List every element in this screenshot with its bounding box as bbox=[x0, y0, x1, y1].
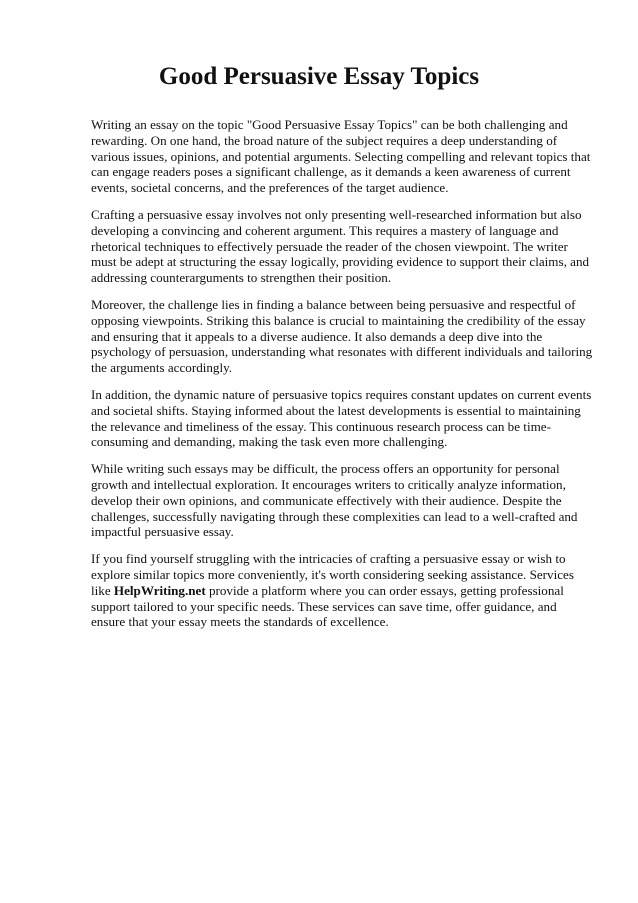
paragraph-6-text-after: provide a platform where you can order essays, getting professional support tailored to your specific needs. These services can save time, offer guidance, and ensure that your essay meets the standards of excellence. bbox=[91, 582, 564, 630]
helpwriting-brand-name: HelpWriting.net bbox=[113, 582, 206, 598]
paragraph-3: Moreover, the challenge lies in finding a balance between being persuasive and respectful of opposing viewpoints. Striking this balance is crucial to maintaining the credibility of the essay and ensuring that it appeals to a diverse audience. It also demands a deep dive into the psychology of persuasion, understanding what resonates with different individuals and tailoring the arguments accordingly. bbox=[91, 296, 593, 376]
paragraph-2: Crafting a persuasive essay involves not only presenting well-researched information but also developing a convincing and coherent argument. This requires a mastery of language and rhetorical techniques to effectively persuade the reader of the chosen viewpoint. The writer must be adept at structuring the essay logically, providing evidence to support their claims, and addressing counterarguments to strengthen their position. bbox=[91, 206, 590, 286]
paragraph-6 bbox=[91, 551, 594, 630]
paragraph-6-text-before: If you find yourself struggling with the intricacies of crafting a persuasive essay or wish to explore similar topics more conveniently, it's worth considering seeking assistance. Services like bbox=[91, 551, 574, 598]
paragraph-1: Writing an essay on the topic "Good Persuasive Essay Topics" can be both challenging and rewarding. On one hand, the broad nature of the subject requires a deep understanding of various issues, opinions, and potential arguments. Selecting compelling and relevant topics that can engage readers poses a significant challenge, as it demands a keen awareness of current events, societal concerns, and the preferences of the target audience. bbox=[91, 117, 591, 196]
paragraph-4: In addition, the dynamic nature of persuasive topics requires constant updates on current events and societal shifts. Staying informed about the latest developments is essential to maintaining the relevance and timeliness of the essay. This continuous research process can be time-consuming and demanding, making the task even more challenging. bbox=[91, 386, 592, 450]
paragraph-5: While writing such essays may be difficult, the process offers an opportunity for personal growth and intellectual exploration. It encourages writers to critically analyze information, develop their own opinions, and communicate effectively with their audience. Despite the challenges, successfully navigating through these complexities can lead to a well-crafted and impactful persuasive essay. bbox=[91, 461, 578, 540]
page-title: Good Persuasive Essay Topics bbox=[158, 63, 480, 90]
